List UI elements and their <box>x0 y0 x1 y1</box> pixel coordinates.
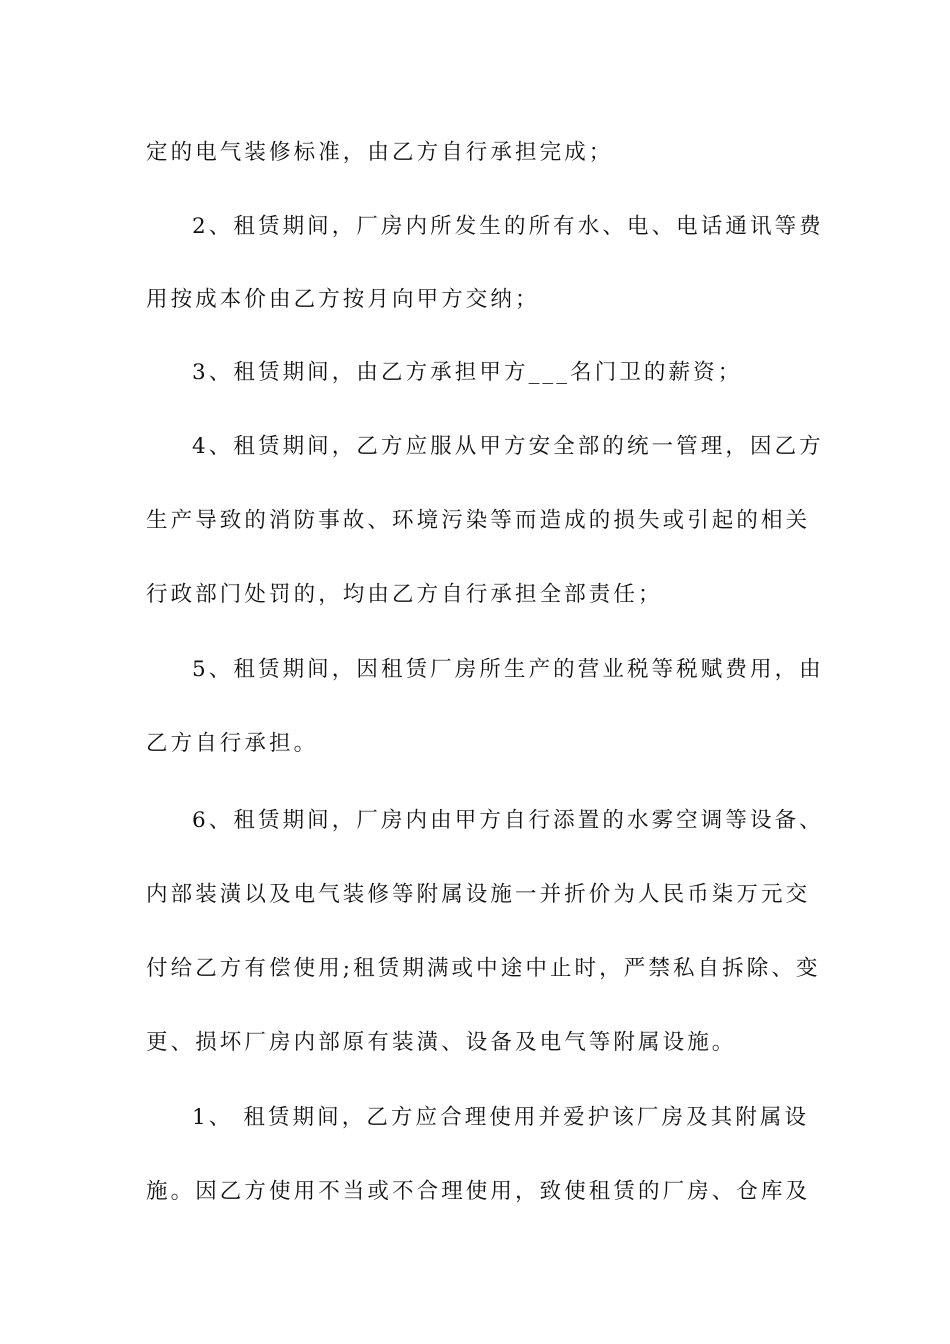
text-line: 行政部门处罚的，均由乙方自行承担全部责任； <box>146 582 663 607</box>
text-line: 内部装潢以及电气装修等附属设施一并折价为人民币柒万元交 <box>146 882 811 907</box>
text-line: 施。因乙方使用不当或不合理使用，致使租赁的厂房、仓库及 <box>146 1179 811 1204</box>
text-line: 3、租赁期间，由乙方承担甲方___名门卫的薪资； <box>192 360 743 385</box>
text-line: 更、损坏厂房内部原有装潢、设备及电气等附属设施。 <box>146 1030 737 1055</box>
text-line: 用按成本价由乙方按月向甲方交纳； <box>146 287 540 312</box>
text-line: 5、租赁期间，因租赁厂房所生产的营业税等税赋费用，由 <box>192 657 824 682</box>
text-line: 6、租赁期间，厂房内由甲方自行添置的水雾空调等设备、 <box>192 808 824 833</box>
text-line: 4、租赁期间，乙方应服从甲方安全部的统一管理，因乙方 <box>192 434 824 459</box>
text-line: 定的电气装修标准，由乙方自行承担完成； <box>146 140 614 165</box>
text-line: 2、租赁期间，厂房内所发生的所有水、电、电话通讯等费 <box>192 214 824 239</box>
text-line: 1、 租赁期间，乙方应合理使用并爱护该厂房及其附属设 <box>192 1105 810 1130</box>
text-line: 付给乙方有偿使用;租赁期满或中途中止时，严禁私自拆除、变 <box>146 956 821 981</box>
text-line: 生产导致的消防事故、环境污染等而造成的损失或引起的相关 <box>146 508 811 533</box>
text-line: 乙方自行承担。 <box>146 731 319 756</box>
